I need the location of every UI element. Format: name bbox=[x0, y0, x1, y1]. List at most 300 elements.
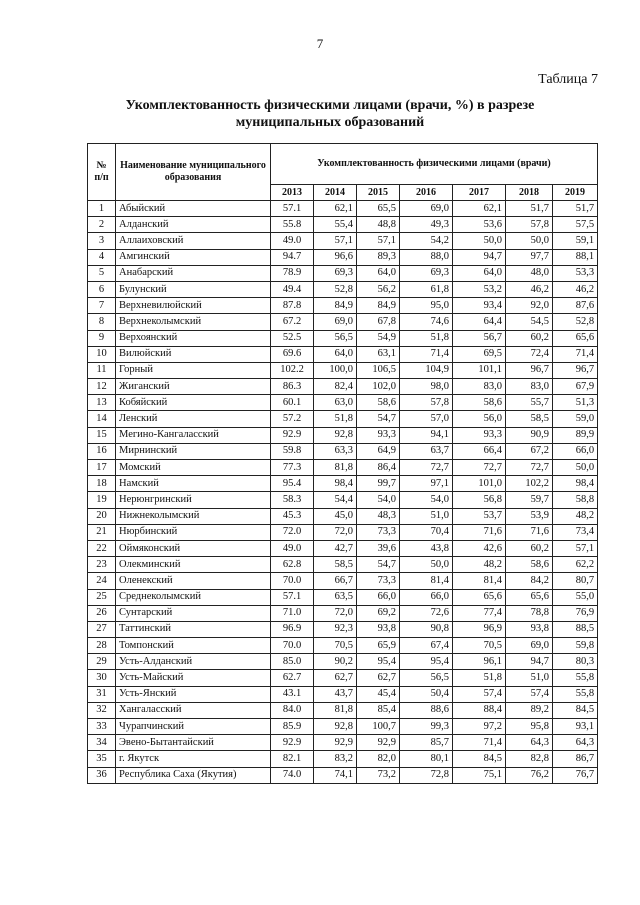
value-cell: 99,7 bbox=[357, 476, 400, 492]
table-row bbox=[88, 751, 598, 767]
value-cell: 102,0 bbox=[357, 379, 400, 395]
value-cell: 72,0 bbox=[314, 524, 357, 540]
value-cell: 72,7 bbox=[453, 460, 506, 476]
value-cell: 70,4 bbox=[400, 524, 453, 540]
value-cell: 74.0 bbox=[271, 767, 314, 783]
value-cell: 89,2 bbox=[506, 702, 553, 718]
municipality-name: Намский bbox=[116, 476, 271, 492]
municipality-name: Верхоянский bbox=[116, 330, 271, 346]
value-cell: 65,6 bbox=[553, 330, 598, 346]
value-cell: 81,4 bbox=[453, 573, 506, 589]
municipality-name: Булунский bbox=[116, 281, 271, 297]
value-cell: 95,8 bbox=[506, 719, 553, 735]
value-cell: 62,7 bbox=[357, 670, 400, 686]
municipality-name: Алданский bbox=[116, 217, 271, 233]
municipality-name: Усть-Алданский bbox=[116, 654, 271, 670]
value-cell: 82,0 bbox=[357, 751, 400, 767]
value-cell: 62.7 bbox=[271, 670, 314, 686]
value-cell: 62,1 bbox=[314, 201, 357, 217]
row-number: 24 bbox=[88, 573, 116, 589]
value-cell: 96,7 bbox=[506, 362, 553, 378]
value-cell: 53,9 bbox=[506, 508, 553, 524]
row-number: 4 bbox=[88, 249, 116, 265]
value-cell: 58,8 bbox=[553, 492, 598, 508]
value-cell: 81,8 bbox=[314, 702, 357, 718]
value-cell: 70,5 bbox=[314, 638, 357, 654]
value-cell: 88,4 bbox=[453, 702, 506, 718]
value-cell: 96,1 bbox=[453, 654, 506, 670]
value-cell: 70,5 bbox=[453, 638, 506, 654]
column-header-year: 2017 bbox=[453, 185, 506, 201]
value-cell: 69,0 bbox=[506, 638, 553, 654]
value-cell: 106,5 bbox=[357, 362, 400, 378]
value-cell: 76,9 bbox=[553, 605, 598, 621]
value-cell: 59.8 bbox=[271, 443, 314, 459]
value-cell: 73,4 bbox=[553, 524, 598, 540]
value-cell: 83,2 bbox=[314, 751, 357, 767]
value-cell: 51,7 bbox=[553, 201, 598, 217]
value-cell: 64,4 bbox=[453, 314, 506, 330]
municipality-name: Нюрбинский bbox=[116, 524, 271, 540]
value-cell: 100,0 bbox=[314, 362, 357, 378]
value-cell: 62,1 bbox=[453, 201, 506, 217]
value-cell: 50,0 bbox=[553, 460, 598, 476]
value-cell: 95,0 bbox=[400, 298, 453, 314]
value-cell: 43.1 bbox=[271, 686, 314, 702]
row-number: 34 bbox=[88, 735, 116, 751]
value-cell: 92,9 bbox=[357, 735, 400, 751]
title-line-2: муниципальных образований bbox=[235, 115, 425, 130]
value-cell: 55,0 bbox=[553, 589, 598, 605]
value-cell: 51,0 bbox=[506, 670, 553, 686]
table-row bbox=[88, 702, 598, 718]
table-row bbox=[88, 670, 598, 686]
table-row bbox=[88, 330, 598, 346]
value-cell: 39,6 bbox=[357, 540, 400, 556]
value-cell: 58,5 bbox=[314, 557, 357, 573]
value-cell: 73,3 bbox=[357, 524, 400, 540]
row-number: 12 bbox=[88, 379, 116, 395]
table-row bbox=[88, 362, 598, 378]
value-cell: 76,7 bbox=[553, 767, 598, 783]
value-cell: 67,9 bbox=[553, 379, 598, 395]
value-cell: 66,7 bbox=[314, 573, 357, 589]
value-cell: 64,0 bbox=[314, 346, 357, 362]
value-cell: 93,8 bbox=[506, 621, 553, 637]
table-row bbox=[88, 508, 598, 524]
column-header-name: Наименование муниципального образования bbox=[116, 144, 271, 201]
municipality-name: Мирнинский bbox=[116, 443, 271, 459]
value-cell: 86,7 bbox=[553, 751, 598, 767]
value-cell: 55,8 bbox=[553, 686, 598, 702]
row-number: 26 bbox=[88, 605, 116, 621]
municipality-name: Нижнеколымский bbox=[116, 508, 271, 524]
value-cell: 56,0 bbox=[453, 411, 506, 427]
municipality-name: Анабарский bbox=[116, 265, 271, 281]
value-cell: 85,4 bbox=[357, 702, 400, 718]
table-row bbox=[88, 638, 598, 654]
value-cell: 55,8 bbox=[553, 670, 598, 686]
value-cell: 67.2 bbox=[271, 314, 314, 330]
value-cell: 78.9 bbox=[271, 265, 314, 281]
value-cell: 55.8 bbox=[271, 217, 314, 233]
value-cell: 97,7 bbox=[506, 249, 553, 265]
value-cell: 48,2 bbox=[553, 508, 598, 524]
value-cell: 63,0 bbox=[314, 395, 357, 411]
value-cell: 102.2 bbox=[271, 362, 314, 378]
municipality-name: Среднеколымский bbox=[116, 589, 271, 605]
value-cell: 54,5 bbox=[506, 314, 553, 330]
value-cell: 94,7 bbox=[506, 654, 553, 670]
value-cell: 53,2 bbox=[453, 281, 506, 297]
row-number: 23 bbox=[88, 557, 116, 573]
value-cell: 49.4 bbox=[271, 281, 314, 297]
table-row bbox=[88, 589, 598, 605]
value-cell: 89,3 bbox=[357, 249, 400, 265]
value-cell: 70.0 bbox=[271, 573, 314, 589]
table-row bbox=[88, 395, 598, 411]
row-number: 18 bbox=[88, 476, 116, 492]
value-cell: 69,0 bbox=[314, 314, 357, 330]
value-cell: 49.0 bbox=[271, 540, 314, 556]
row-number: 2 bbox=[88, 217, 116, 233]
value-cell: 50,0 bbox=[506, 233, 553, 249]
value-cell: 72.0 bbox=[271, 524, 314, 540]
value-cell: 93,8 bbox=[357, 621, 400, 637]
value-cell: 89,9 bbox=[553, 427, 598, 443]
row-number: 16 bbox=[88, 443, 116, 459]
value-cell: 92,0 bbox=[506, 298, 553, 314]
municipality-name: Амгинский bbox=[116, 249, 271, 265]
value-cell: 69,2 bbox=[357, 605, 400, 621]
table-row bbox=[88, 767, 598, 783]
value-cell: 87,6 bbox=[553, 298, 598, 314]
municipality-name: Момский bbox=[116, 460, 271, 476]
value-cell: 56,7 bbox=[453, 330, 506, 346]
table-header-row bbox=[88, 144, 598, 185]
value-cell: 57,4 bbox=[453, 686, 506, 702]
value-cell: 65,6 bbox=[453, 589, 506, 605]
value-cell: 64,0 bbox=[357, 265, 400, 281]
row-number: 20 bbox=[88, 508, 116, 524]
value-cell: 60,2 bbox=[506, 330, 553, 346]
value-cell: 42,6 bbox=[453, 540, 506, 556]
table-row bbox=[88, 217, 598, 233]
value-cell: 88,6 bbox=[400, 702, 453, 718]
row-number: 35 bbox=[88, 751, 116, 767]
value-cell: 62,7 bbox=[314, 670, 357, 686]
row-number: 30 bbox=[88, 670, 116, 686]
value-cell: 65,5 bbox=[357, 201, 400, 217]
value-cell: 45.3 bbox=[271, 508, 314, 524]
row-number: 25 bbox=[88, 589, 116, 605]
value-cell: 69,3 bbox=[400, 265, 453, 281]
table-row bbox=[88, 427, 598, 443]
value-cell: 66,0 bbox=[553, 443, 598, 459]
row-number: 8 bbox=[88, 314, 116, 330]
municipality-name: Таттинский bbox=[116, 621, 271, 637]
value-cell: 98,0 bbox=[400, 379, 453, 395]
table-row bbox=[88, 492, 598, 508]
value-cell: 102,2 bbox=[506, 476, 553, 492]
value-cell: 53,3 bbox=[553, 265, 598, 281]
value-cell: 97,1 bbox=[400, 476, 453, 492]
value-cell: 72,7 bbox=[506, 460, 553, 476]
value-cell: 66,0 bbox=[357, 589, 400, 605]
page-number: 7 bbox=[316, 36, 324, 51]
table-row bbox=[88, 265, 598, 281]
table-row bbox=[88, 557, 598, 573]
row-number: 14 bbox=[88, 411, 116, 427]
row-number: 27 bbox=[88, 621, 116, 637]
value-cell: 51,8 bbox=[453, 670, 506, 686]
value-cell: 67,2 bbox=[506, 443, 553, 459]
value-cell: 57,1 bbox=[314, 233, 357, 249]
municipality-name: г. Якутск bbox=[116, 751, 271, 767]
value-cell: 43,7 bbox=[314, 686, 357, 702]
value-cell: 94,1 bbox=[400, 427, 453, 443]
column-header-year: 2016 bbox=[400, 185, 453, 201]
value-cell: 88,0 bbox=[400, 249, 453, 265]
value-cell: 101,1 bbox=[453, 362, 506, 378]
value-cell: 52,8 bbox=[314, 281, 357, 297]
value-cell: 60,2 bbox=[506, 540, 553, 556]
value-cell: 88,5 bbox=[553, 621, 598, 637]
value-cell: 54,4 bbox=[314, 492, 357, 508]
value-cell: 78,8 bbox=[506, 605, 553, 621]
value-cell: 101,0 bbox=[453, 476, 506, 492]
value-cell: 64,3 bbox=[506, 735, 553, 751]
value-cell: 54,9 bbox=[357, 330, 400, 346]
municipality-name: Аллаиховский bbox=[116, 233, 271, 249]
value-cell: 57,8 bbox=[400, 395, 453, 411]
staffing-table bbox=[87, 143, 598, 784]
value-cell: 43,8 bbox=[400, 540, 453, 556]
value-cell: 56,5 bbox=[314, 330, 357, 346]
table-row bbox=[88, 298, 598, 314]
value-cell: 62.8 bbox=[271, 557, 314, 573]
value-cell: 57,4 bbox=[506, 686, 553, 702]
value-cell: 52.5 bbox=[271, 330, 314, 346]
value-cell: 49,3 bbox=[400, 217, 453, 233]
value-cell: 72,6 bbox=[400, 605, 453, 621]
column-header-year: 2015 bbox=[357, 185, 400, 201]
table-row bbox=[88, 460, 598, 476]
row-number: 31 bbox=[88, 686, 116, 702]
value-cell: 54,7 bbox=[357, 411, 400, 427]
value-cell: 92,9 bbox=[314, 735, 357, 751]
value-cell: 74,6 bbox=[400, 314, 453, 330]
value-cell: 71,6 bbox=[506, 524, 553, 540]
municipality-name: Верхнеколымский bbox=[116, 314, 271, 330]
value-cell: 82,8 bbox=[506, 751, 553, 767]
municipality-name: Мегино-Кангаласский bbox=[116, 427, 271, 443]
municipality-name: Жиганский bbox=[116, 379, 271, 395]
value-cell: 71.0 bbox=[271, 605, 314, 621]
value-cell: 57.2 bbox=[271, 411, 314, 427]
value-cell: 84,9 bbox=[357, 298, 400, 314]
value-cell: 93,3 bbox=[453, 427, 506, 443]
value-cell: 52,8 bbox=[553, 314, 598, 330]
value-cell: 76,2 bbox=[506, 767, 553, 783]
row-number: 32 bbox=[88, 702, 116, 718]
value-cell: 54,7 bbox=[357, 557, 400, 573]
value-cell: 46,2 bbox=[506, 281, 553, 297]
value-cell: 51,8 bbox=[314, 411, 357, 427]
value-cell: 85.9 bbox=[271, 719, 314, 735]
value-cell: 71,6 bbox=[453, 524, 506, 540]
value-cell: 85.0 bbox=[271, 654, 314, 670]
table-row bbox=[88, 249, 598, 265]
value-cell: 51,7 bbox=[506, 201, 553, 217]
value-cell: 95.4 bbox=[271, 476, 314, 492]
value-cell: 71,4 bbox=[453, 735, 506, 751]
municipality-name: Хангаласский bbox=[116, 702, 271, 718]
municipality-name: Вилюйский bbox=[116, 346, 271, 362]
value-cell: 85,7 bbox=[400, 735, 453, 751]
value-cell: 49.0 bbox=[271, 233, 314, 249]
value-cell: 63,3 bbox=[314, 443, 357, 459]
value-cell: 86,4 bbox=[357, 460, 400, 476]
value-cell: 80,3 bbox=[553, 654, 598, 670]
value-cell: 72,7 bbox=[400, 460, 453, 476]
value-cell: 98,4 bbox=[314, 476, 357, 492]
value-cell: 77.3 bbox=[271, 460, 314, 476]
value-cell: 71,4 bbox=[553, 346, 598, 362]
table-row bbox=[88, 476, 598, 492]
table-row bbox=[88, 540, 598, 556]
value-cell: 51,0 bbox=[400, 508, 453, 524]
value-cell: 86.3 bbox=[271, 379, 314, 395]
value-cell: 80,7 bbox=[553, 573, 598, 589]
table-row bbox=[88, 201, 598, 217]
value-cell: 100,7 bbox=[357, 719, 400, 735]
value-cell: 67,4 bbox=[400, 638, 453, 654]
value-cell: 48,0 bbox=[506, 265, 553, 281]
value-cell: 63,7 bbox=[400, 443, 453, 459]
value-cell: 57,0 bbox=[400, 411, 453, 427]
value-cell: 54,0 bbox=[400, 492, 453, 508]
value-cell: 53,7 bbox=[453, 508, 506, 524]
value-cell: 66,0 bbox=[400, 589, 453, 605]
value-cell: 59,1 bbox=[553, 233, 598, 249]
value-cell: 58,6 bbox=[357, 395, 400, 411]
value-cell: 84,5 bbox=[553, 702, 598, 718]
value-cell: 69,3 bbox=[314, 265, 357, 281]
value-cell: 65,9 bbox=[357, 638, 400, 654]
row-number: 1 bbox=[88, 201, 116, 217]
row-number: 6 bbox=[88, 281, 116, 297]
value-cell: 60.1 bbox=[271, 395, 314, 411]
value-cell: 94.7 bbox=[271, 249, 314, 265]
value-cell: 57,1 bbox=[553, 540, 598, 556]
municipality-name: Оймяконский bbox=[116, 540, 271, 556]
value-cell: 72,4 bbox=[506, 346, 553, 362]
column-header-year: 2013 bbox=[271, 185, 314, 201]
value-cell: 63,1 bbox=[357, 346, 400, 362]
value-cell: 57,1 bbox=[357, 233, 400, 249]
value-cell: 96,6 bbox=[314, 249, 357, 265]
municipality-name: Кобяйский bbox=[116, 395, 271, 411]
value-cell: 90,9 bbox=[506, 427, 553, 443]
value-cell: 81,8 bbox=[314, 460, 357, 476]
value-cell: 66,4 bbox=[453, 443, 506, 459]
column-header-number: № п/п bbox=[88, 144, 116, 201]
value-cell: 104,9 bbox=[400, 362, 453, 378]
row-number: 11 bbox=[88, 362, 116, 378]
value-cell: 58,6 bbox=[453, 395, 506, 411]
value-cell: 61,8 bbox=[400, 281, 453, 297]
value-cell: 64,0 bbox=[453, 265, 506, 281]
value-cell: 58,6 bbox=[506, 557, 553, 573]
value-cell: 75,1 bbox=[453, 767, 506, 783]
value-cell: 59,8 bbox=[553, 638, 598, 654]
title-line-1: Укомплектованность физическими лицами (врачи, %) в разрезе bbox=[125, 98, 535, 113]
value-cell: 56,2 bbox=[357, 281, 400, 297]
value-cell: 58,5 bbox=[506, 411, 553, 427]
value-cell: 57.1 bbox=[271, 201, 314, 217]
table-row bbox=[88, 281, 598, 297]
value-cell: 92,8 bbox=[314, 427, 357, 443]
value-cell: 84,9 bbox=[314, 298, 357, 314]
value-cell: 64,3 bbox=[553, 735, 598, 751]
value-cell: 56,8 bbox=[453, 492, 506, 508]
page-title bbox=[60, 97, 600, 131]
value-cell: 50,4 bbox=[400, 686, 453, 702]
column-header-group: Укомплектованность физическими лицами (врачи) bbox=[271, 144, 598, 185]
value-cell: 48,2 bbox=[453, 557, 506, 573]
municipality-name: Олекминский bbox=[116, 557, 271, 573]
value-cell: 80,1 bbox=[400, 751, 453, 767]
table-row bbox=[88, 573, 598, 589]
row-number: 10 bbox=[88, 346, 116, 362]
table-row bbox=[88, 605, 598, 621]
value-cell: 93,1 bbox=[553, 719, 598, 735]
table-row bbox=[88, 443, 598, 459]
value-cell: 69.6 bbox=[271, 346, 314, 362]
table-row bbox=[88, 621, 598, 637]
value-cell: 96.9 bbox=[271, 621, 314, 637]
row-number: 15 bbox=[88, 427, 116, 443]
value-cell: 46,2 bbox=[553, 281, 598, 297]
table-row bbox=[88, 654, 598, 670]
value-cell: 57,8 bbox=[506, 217, 553, 233]
table-row bbox=[88, 379, 598, 395]
value-cell: 93,4 bbox=[453, 298, 506, 314]
municipality-name: Ленский bbox=[116, 411, 271, 427]
municipality-name: Чурапчинский bbox=[116, 719, 271, 735]
value-cell: 98,4 bbox=[553, 476, 598, 492]
value-cell: 54,2 bbox=[400, 233, 453, 249]
value-cell: 54,0 bbox=[357, 492, 400, 508]
value-cell: 84.0 bbox=[271, 702, 314, 718]
value-cell: 63,5 bbox=[314, 589, 357, 605]
value-cell: 95,4 bbox=[357, 654, 400, 670]
value-cell: 82.1 bbox=[271, 751, 314, 767]
row-number: 22 bbox=[88, 540, 116, 556]
value-cell: 69,5 bbox=[453, 346, 506, 362]
value-cell: 51,8 bbox=[400, 330, 453, 346]
value-cell: 72,0 bbox=[314, 605, 357, 621]
municipality-name: Верхневилюйский bbox=[116, 298, 271, 314]
value-cell: 70.0 bbox=[271, 638, 314, 654]
municipality-name: Усть-Янский bbox=[116, 686, 271, 702]
value-cell: 57.1 bbox=[271, 589, 314, 605]
municipality-name: Горный bbox=[116, 362, 271, 378]
value-cell: 92,8 bbox=[314, 719, 357, 735]
row-number: 36 bbox=[88, 767, 116, 783]
value-cell: 97,2 bbox=[453, 719, 506, 735]
